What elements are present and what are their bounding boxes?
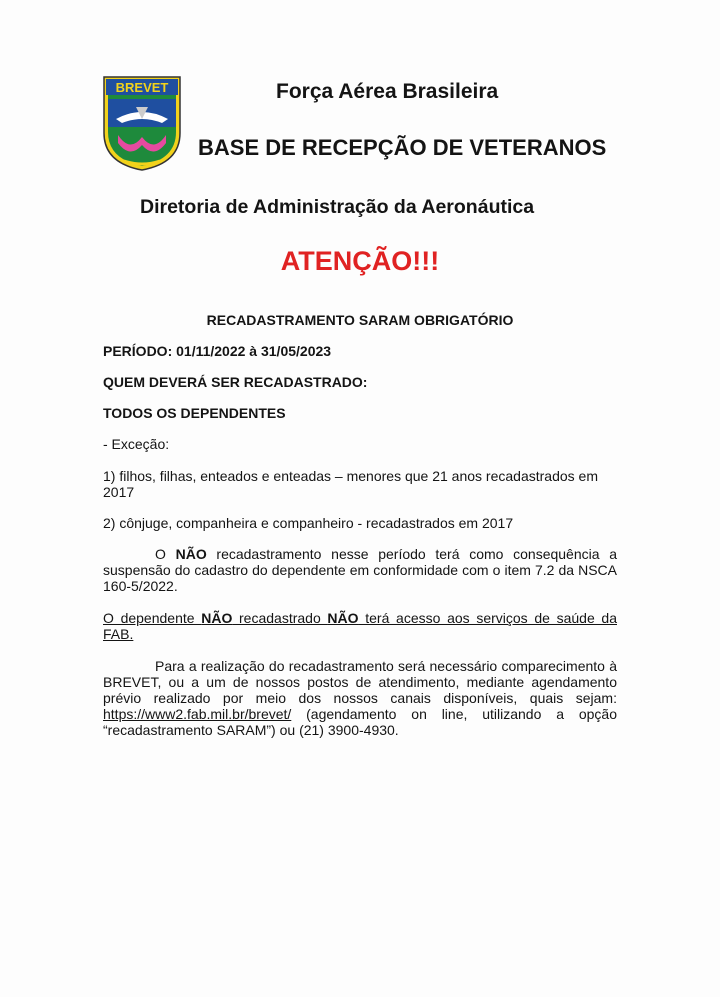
brevet-link[interactable]: https://www2.fab.mil.br/brevet/ <box>103 706 292 722</box>
all-dependents: TODOS OS DEPENDENTES <box>103 405 286 421</box>
unit-title: BASE DE RECEPÇÃO DE VETERANOS <box>198 135 607 160</box>
notice-subject: RECADASTRAMENTO SARAM OBRIGATÓRIO <box>206 312 514 328</box>
scheduling-paragraph: Para a realização do recadastramento será necessário comparecimento à BREVET, ou a um de nossos postos de atendimento, mediante agendamento prévio realizado por meio dos nossos canais disponíveis, quais sejam: https://www2.fab.mil.br/brevet/ (agendamento on line, utilizando a opção “recadastramento SARAM”) ou (21) 3900-4930. <box>103 658 617 738</box>
exception-item-1: 1) filhos, filhas, enteados e enteadas – menores que 21 anos recadastrados em 2017 <box>103 468 598 500</box>
who-heading: QUEM DEVERÁ SER RECADASTRADO: <box>103 374 368 390</box>
exception-label: - Exceção: <box>103 436 170 452</box>
directorate-title: Diretoria de Administração da Aeronáutica <box>140 196 535 218</box>
health-access-warning: O dependente NÃO recadastrado NÃO terá acesso aos serviços de saúde da FAB. <box>103 610 617 642</box>
exception-item-2: 2) cônjuge, companheira e companheiro - recadastrados em 2017 <box>103 515 514 531</box>
attention-heading: ATENÇÃO!!! <box>280 246 440 276</box>
notice-period: PERÍODO: 01/11/2022 à 31/05/2023 <box>103 343 332 359</box>
svg-text:BREVET: BREVET <box>115 80 169 95</box>
consequence-paragraph: O NÃO recadastramento nesse período terá como consequência a suspensão do cadastro do dependente em conformidade com o item 7.2 da NSCA 160-5/2022. <box>103 546 618 594</box>
org-title: Força Aérea Brasileira <box>276 80 499 103</box>
brevet-logo-icon <box>102 75 182 172</box>
